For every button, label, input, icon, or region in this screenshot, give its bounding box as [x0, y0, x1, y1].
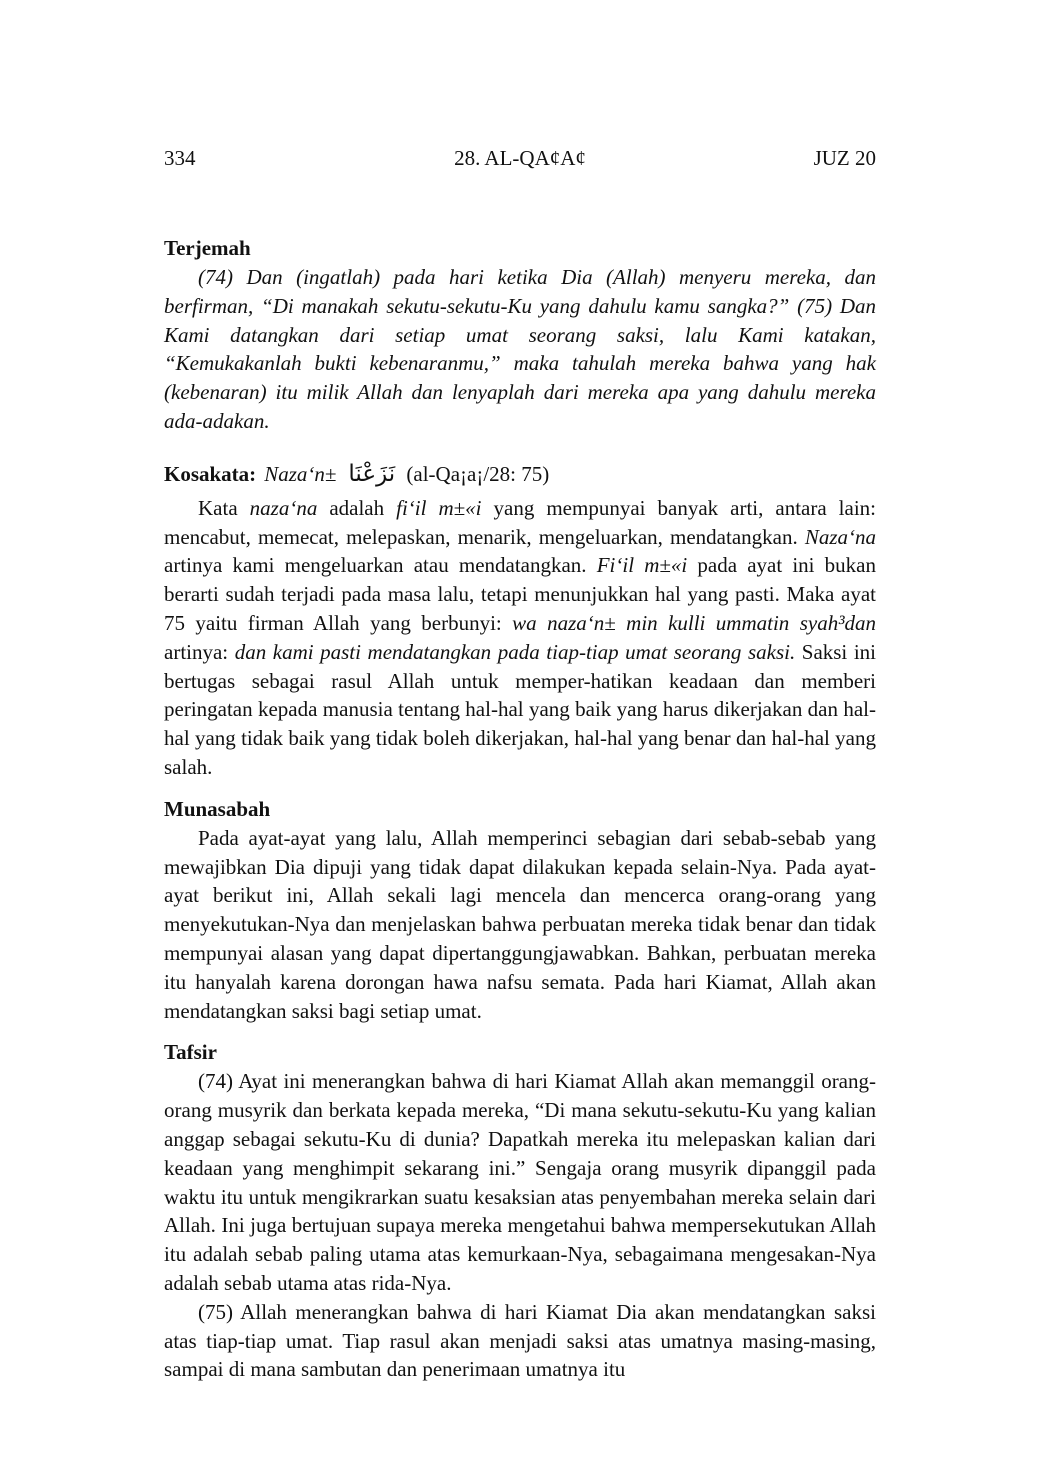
kosakata-text: yang mempunyai banyak arti, antara lain: mencabut, memecat, melepaskan, menarik, mengeluarkan, mendatangkan. [164, 495, 876, 549]
terjemah-heading: Terjemah [164, 236, 251, 260]
kosakata-line [164, 457, 876, 491]
kosakata-text: Naza‘na [804, 524, 876, 549]
section-kosakata [164, 457, 876, 782]
kosakata-text: adalah [317, 495, 397, 520]
kosakata-term-arabic: نَزَعْنَا [348, 460, 396, 487]
kosakata-text: dan kami pasti mendatangkan pada tiap-tiap umat seorang saksi. [234, 639, 796, 664]
kosakata-text: Kata [198, 495, 250, 520]
terjemah-paragraph: (74) Dan (ingatlah) pada hari ketika Dia (Allah) menyeru mereka, dan berfirman, “Di manakah sekutu-sekutu-Ku yang dahulu kamu sangka?” (75) Dan Kami datangkan dari setiap umat seorang saksi, lalu Kami katakan, “Kemukakanlah bukti kebenaranmu,” maka tahulah mereka bahwa yang hak (kebenaran) itu milik Allah dan lenyaplah dari mereka apa yang dahulu mereka ada-adakan. [164, 265, 876, 433]
section-terjemah [164, 234, 876, 436]
section-tafsir [164, 1038, 876, 1384]
surah-title: 28. AL-QA¢A¢ [454, 146, 586, 170]
kosakata-paragraph [164, 494, 876, 782]
tafsir-paragraph-75: (75) Allah menerangkan bahwa di hari Kiamat Dia akan mendatangkan saksi atas tiap-tiap umat. Tiap rasul akan menjadi saksi atas umatnya masing-masing, sampai di mana sambutan dan penerimaan umatnya itu [164, 1299, 876, 1382]
kosakata-text: artinya: [164, 639, 235, 664]
page-header [164, 145, 876, 171]
munasabah-heading: Munasabah [164, 796, 271, 821]
kosakata-text: Fi‘il m±«i [596, 553, 688, 578]
tafsir-paragraph-74: (74) Ayat ini menerangkan bahwa di hari Kiamat Allah akan memanggil orang-orang musyrik dan berkata kepada mereka, “Di mana sekutu-sekutu-Ku yang kalian anggap sebagai sekutu-Ku di dunia? Dapatkah mereka itu melepaskan kalian dari keadaan yang menghimpit sekarang ini.” Sengaja orang musyrik dipanggil pada waktu itu untuk mengikrarkan suatu kesaksian atas penyembahan mereka selain dari Allah. Ini juga bertujuan supaya mereka mengetahui bahwa mempersekutukan Allah itu adalah sebab paling utama atas kemurkaan-Nya, sebagaimana mengesakan-Nya adalah sebab utama atas rida-Nya. [164, 1069, 876, 1295]
kosakata-verse-reference: (al-Qa¡a¡/28: 75) [406, 461, 550, 486]
juz-label: JUZ 20 [813, 146, 876, 170]
kosakata-term-transliteration: Naza‘n± [264, 461, 337, 486]
section-munasabah [164, 795, 876, 1026]
munasabah-paragraph: Pada ayat-ayat yang lalu, Allah memperinci sebagian dari sebab-sebab yang mewajibkan Dia dipuji yang tidak dapat dilakukan kepada selain-Nya. Pada ayat-ayat berikut ini, Allah sekali lagi mencela dan mencerca orang-orang yang menyekutukan-Nya dan menjelaskan bahwa perbuatan mereka tidak benar dan tidak mempunyai alasan yang dapat dipertanggungjawabkan. Bahkan, perbuatan mereka itu hanyalah karena dorongan hawa nafsu semata. Pada hari Kiamat, Allah akan mendatangkan saksi bagi setiap umat. [164, 825, 876, 1023]
kosakata-text: fi‘il m±«i [396, 495, 482, 520]
kosakata-heading: Kosakata: [164, 461, 257, 486]
kosakata-text: artinya kami mengeluarkan atau mendatangkan. [164, 553, 597, 578]
page-number: 334 [164, 146, 196, 170]
kosakata-text: Saksi ini bertugas sebagai rasul Allah untuk memper-hatikan keadaan dan memberi peringatan kepada manusia tentang hal-hal yang baik yang harus dikerjakan dan hal-hal yang tidak baik yang tidak boleh dikerjakan, hal-hal yang benar dan hal-hal yang salah. [164, 639, 876, 779]
tafsir-heading: Tafsir [164, 1040, 217, 1065]
kosakata-text: naza‘na [249, 495, 318, 520]
kosakata-text: pada ayat ini bukan berarti sudah terjadi pada masa lalu, tetapi menunjukkan hal yang pasti. Maka ayat 75 yaitu firman Allah yang berbunyi: [164, 553, 877, 635]
kosakata-text: wa naza‘n± min kulli ummatin syah³dan [512, 610, 876, 635]
page-content [164, 145, 876, 1384]
